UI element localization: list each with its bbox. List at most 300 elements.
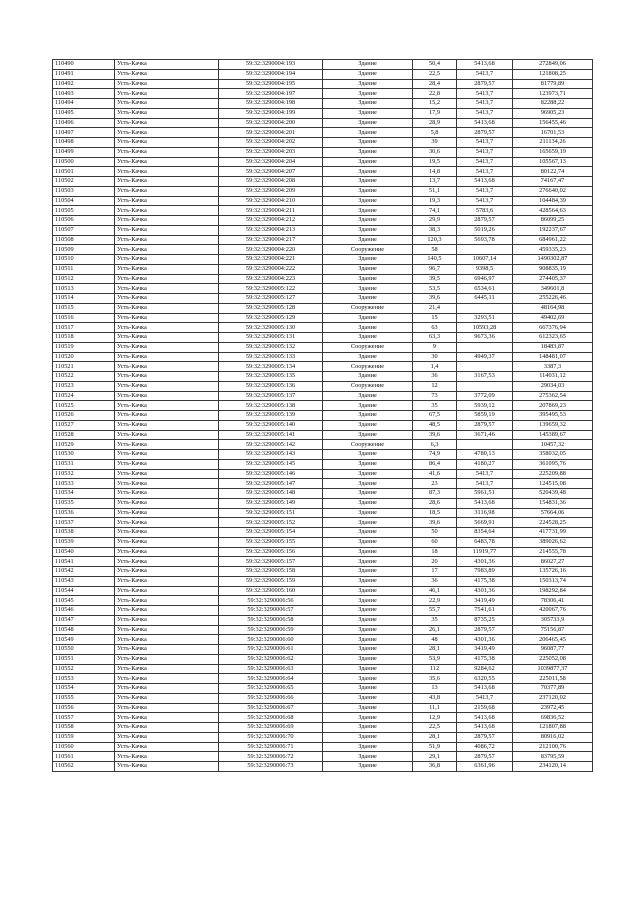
specific-value-cell: 5413,7 (457, 157, 513, 167)
object-type-cell: Здание (323, 489, 413, 499)
object-type-cell: Здание (323, 625, 413, 635)
cadastral-value-cell: 165659,19 (513, 147, 593, 157)
table-row (53, 479, 593, 489)
row-number-cell: 110512 (53, 274, 115, 284)
area-cell: 30 (413, 352, 457, 362)
specific-value-cell: 6445,11 (457, 294, 513, 304)
locality-cell: Усть-Качка (115, 557, 219, 567)
row-number-cell: 110527 (53, 420, 115, 430)
area-cell: 35,6 (413, 674, 457, 684)
area-cell: 73 (413, 391, 457, 401)
locality-cell: Усть-Качка (115, 664, 219, 674)
table-row (53, 420, 593, 430)
cadastral-number-cell: 59:32:3290006:60 (219, 635, 323, 645)
locality-cell: Усть-Качка (115, 498, 219, 508)
locality-cell: Усть-Качка (115, 732, 219, 742)
locality-cell: Усть-Качка (115, 674, 219, 684)
object-type-cell: Здание (323, 713, 413, 723)
table-row (53, 401, 593, 411)
cadastral-number-cell: 59:32:3290006:69 (219, 723, 323, 733)
table-row (53, 381, 593, 391)
locality-cell: Усть-Качка (115, 489, 219, 499)
locality-cell: Усть-Качка (115, 255, 219, 265)
cadastral-number-cell: 59:32:3290006:59 (219, 625, 323, 635)
row-number-cell: 110515 (53, 303, 115, 313)
locality-cell: Усть-Качка (115, 752, 219, 762)
table-row (53, 69, 593, 79)
area-cell: 112 (413, 664, 457, 674)
specific-value-cell: 9673,36 (457, 333, 513, 343)
object-type-cell: Здание (323, 450, 413, 460)
row-number-cell: 110550 (53, 645, 115, 655)
cadastral-number-cell: 59:32:3290004:202 (219, 138, 323, 148)
object-type-cell: Здание (323, 138, 413, 148)
table-row (53, 723, 593, 733)
cadastral-number-cell: 59:32:3290005:158 (219, 567, 323, 577)
cadastral-value-cell: 154831,36 (513, 498, 593, 508)
area-cell: 48,5 (413, 420, 457, 430)
specific-value-cell: 4780,13 (457, 450, 513, 460)
cadastral-value-cell: 105567,13 (513, 157, 593, 167)
cadastral-number-cell: 59:32:3290005:136 (219, 381, 323, 391)
row-number-cell: 110502 (53, 177, 115, 187)
specific-value-cell: 4301,36 (457, 586, 513, 596)
cadastral-number-cell: 59:32:3290006:58 (219, 615, 323, 625)
cadastral-number-cell: 59:32:3290004:195 (219, 79, 323, 89)
object-type-cell: Здание (323, 372, 413, 382)
locality-cell: Усть-Качка (115, 99, 219, 109)
cadastral-value-cell: 48164,98 (513, 303, 593, 313)
table-row (53, 167, 593, 177)
locality-cell: Усть-Качка (115, 284, 219, 294)
table-row (53, 313, 593, 323)
cadastral-number-cell: 59:32:3290004:204 (219, 157, 323, 167)
specific-value-cell: 2879,57 (457, 216, 513, 226)
row-number-cell: 110543 (53, 576, 115, 586)
object-type-cell: Здание (323, 352, 413, 362)
locality-cell: Усть-Качка (115, 352, 219, 362)
area-cell: 22,5 (413, 723, 457, 733)
row-number-cell: 110547 (53, 615, 115, 625)
row-number-cell: 110554 (53, 684, 115, 694)
specific-value-cell: 5413,68 (457, 118, 513, 128)
specific-value-cell: 5413,7 (457, 479, 513, 489)
locality-cell: Усть-Качка (115, 411, 219, 421)
locality-cell: Усть-Качка (115, 459, 219, 469)
row-number-cell: 110560 (53, 742, 115, 752)
cadastral-value-cell: 207869,23 (513, 401, 593, 411)
locality-cell: Усть-Качка (115, 469, 219, 479)
table-row (53, 567, 593, 577)
cadastral-value-cell: 121807,88 (513, 723, 593, 733)
cadastral-value-cell: 80122,74 (513, 167, 593, 177)
row-number-cell: 110509 (53, 245, 115, 255)
table-row (53, 547, 593, 557)
specific-value-cell (457, 303, 513, 313)
area-cell: 14,8 (413, 167, 457, 177)
cadastral-value-cell: 57664,06 (513, 508, 593, 518)
row-number-cell: 110541 (53, 557, 115, 567)
table-row (53, 303, 593, 313)
table-row (53, 118, 593, 128)
cadastral-value-cell: 198292,84 (513, 586, 593, 596)
row-number-cell: 110510 (53, 255, 115, 265)
specific-value-cell: 8354,64 (457, 528, 513, 538)
area-cell: 36 (413, 576, 457, 586)
object-type-cell: Здание (323, 742, 413, 752)
locality-cell: Усть-Качка (115, 274, 219, 284)
area-cell: 12 (413, 381, 457, 391)
cadastral-value-cell: 150313,74 (513, 576, 593, 586)
cadastral-value-cell: 225209,88 (513, 469, 593, 479)
specific-value-cell: 3419,49 (457, 596, 513, 606)
cadastral-value-cell: 274405,37 (513, 274, 593, 284)
specific-value-cell: 4086,72 (457, 742, 513, 752)
object-type-cell: Здание (323, 69, 413, 79)
row-number-cell: 110562 (53, 762, 115, 772)
table-row (53, 430, 593, 440)
locality-cell: Усть-Качка (115, 615, 219, 625)
row-number-cell: 110505 (53, 206, 115, 216)
locality-cell: Усть-Качка (115, 479, 219, 489)
row-number-cell: 110500 (53, 157, 115, 167)
row-number-cell: 110517 (53, 323, 115, 333)
locality-cell: Усть-Качка (115, 313, 219, 323)
object-type-cell: Здание (323, 586, 413, 596)
area-cell: 22,8 (413, 89, 457, 99)
object-type-cell: Здание (323, 508, 413, 518)
locality-cell: Усть-Качка (115, 128, 219, 138)
cadastral-number-cell: 59:32:3290004:194 (219, 69, 323, 79)
row-number-cell: 110494 (53, 99, 115, 109)
specific-value-cell: 4301,36 (457, 635, 513, 645)
locality-cell: Усть-Качка (115, 157, 219, 167)
row-number-cell: 110537 (53, 518, 115, 528)
area-cell: 21,4 (413, 303, 457, 313)
specific-value-cell: 5961,51 (457, 489, 513, 499)
table-row (53, 186, 593, 196)
row-number-cell: 110551 (53, 654, 115, 664)
cadastral-value-cell: 612323,65 (513, 333, 593, 343)
table-row (53, 537, 593, 547)
object-type-cell: Здание (323, 255, 413, 265)
table-row (53, 489, 593, 499)
locality-cell: Усть-Качка (115, 108, 219, 118)
table-row (53, 713, 593, 723)
object-type-cell: Здание (323, 752, 413, 762)
object-type-cell: Здание (323, 157, 413, 167)
table-row (53, 89, 593, 99)
row-number-cell: 110529 (53, 440, 115, 450)
locality-cell: Усть-Качка (115, 401, 219, 411)
specific-value-cell (457, 245, 513, 255)
locality-cell: Усть-Качка (115, 713, 219, 723)
area-cell: 35 (413, 401, 457, 411)
locality-cell: Усть-Качка (115, 450, 219, 460)
cadastral-value-cell: 206465,45 (513, 635, 593, 645)
cadastral-number-cell: 59:32:3290005:128 (219, 303, 323, 313)
area-cell: 18 (413, 547, 457, 557)
area-cell: 74,9 (413, 450, 457, 460)
area-cell: 15,2 (413, 99, 457, 109)
table-row (53, 684, 593, 694)
cadastral-number-cell: 59:32:3290004:220 (219, 245, 323, 255)
row-number-cell: 110497 (53, 128, 115, 138)
specific-value-cell: 3293,51 (457, 313, 513, 323)
specific-value-cell: 5413,68 (457, 498, 513, 508)
cadastral-value-cell: 86027,27 (513, 557, 593, 567)
specific-value-cell: 9284,62 (457, 664, 513, 674)
specific-value-cell: 7541,61 (457, 606, 513, 616)
cadastral-value-cell: 10457,32 (513, 440, 593, 450)
object-type-cell: Здание (323, 420, 413, 430)
cadastral-number-cell: 59:32:3290005:160 (219, 586, 323, 596)
row-number-cell: 110513 (53, 284, 115, 294)
object-type-cell: Здание (323, 79, 413, 89)
locality-cell: Усть-Качка (115, 518, 219, 528)
object-type-cell: Здание (323, 537, 413, 547)
locality-cell: Усть-Качка (115, 391, 219, 401)
table-row (53, 576, 593, 586)
locality-cell: Усть-Качка (115, 206, 219, 216)
cadastral-value-cell: 18483,87 (513, 342, 593, 352)
table-row (53, 732, 593, 742)
cadastral-number-cell: 59:32:3290004:217 (219, 235, 323, 245)
locality-cell: Усть-Качка (115, 528, 219, 538)
area-cell: 29,9 (413, 216, 457, 226)
cadastral-number-cell: 59:32:3290004:198 (219, 99, 323, 109)
row-number-cell: 110557 (53, 713, 115, 723)
object-type-cell: Здание (323, 723, 413, 733)
specific-value-cell: 2879,57 (457, 420, 513, 430)
object-type-cell: Здание (323, 684, 413, 694)
table-row (53, 596, 593, 606)
object-type-cell: Здание (323, 89, 413, 99)
cadastral-value-cell: 192237,67 (513, 225, 593, 235)
cadastral-number-cell: 59:32:3290006:64 (219, 674, 323, 684)
object-type-cell: Здание (323, 401, 413, 411)
cadastral-number-cell: 59:32:3290006:68 (219, 713, 323, 723)
table-row (53, 635, 593, 645)
area-cell: 19,3 (413, 196, 457, 206)
cadastral-number-cell: 59:32:3290005:154 (219, 528, 323, 538)
cadastral-value-cell: 214555,78 (513, 547, 593, 557)
cadastral-value-cell: 145389,67 (513, 430, 593, 440)
row-number-cell: 110495 (53, 108, 115, 118)
area-cell: 50 (413, 528, 457, 538)
object-type-cell: Здание (323, 225, 413, 235)
cadastral-value-cell: 305733,9 (513, 615, 593, 625)
area-cell: 20 (413, 557, 457, 567)
area-cell: 13 (413, 684, 457, 694)
table-row (53, 411, 593, 421)
specific-value-cell: 5413,68 (457, 723, 513, 733)
area-cell: 67,5 (413, 411, 457, 421)
row-number-cell: 110496 (53, 118, 115, 128)
specific-value-cell: 2159,68 (457, 703, 513, 713)
table-row (53, 216, 593, 226)
table-row (53, 654, 593, 664)
area-cell: 28,9 (413, 118, 457, 128)
cadastral-number-cell: 59:32:3290005:129 (219, 313, 323, 323)
cadastral-value-cell: 156455,46 (513, 118, 593, 128)
locality-cell: Усть-Качка (115, 654, 219, 664)
row-number-cell: 110504 (53, 196, 115, 206)
specific-value-cell: 8735,25 (457, 615, 513, 625)
table-row (53, 508, 593, 518)
locality-cell: Усть-Качка (115, 703, 219, 713)
area-cell: 140,5 (413, 255, 457, 265)
specific-value-cell: 3772,09 (457, 391, 513, 401)
cadastral-value-cell: 16701,53 (513, 128, 593, 138)
specific-value-cell: 5413,7 (457, 99, 513, 109)
cadastral-value-cell: 139659,32 (513, 420, 593, 430)
table-row (53, 391, 593, 401)
locality-cell: Усть-Качка (115, 606, 219, 616)
locality-cell: Усть-Качка (115, 372, 219, 382)
specific-value-cell: 5413,7 (457, 108, 513, 118)
table-row (53, 235, 593, 245)
table-row (53, 664, 593, 674)
table-row (53, 586, 593, 596)
object-type-cell: Здание (323, 615, 413, 625)
cadastral-value-cell: 908835,19 (513, 264, 593, 274)
cadastral-value-cell: 1490302,87 (513, 255, 593, 265)
table-row (53, 469, 593, 479)
cadastral-number-cell: 59:32:3290004:210 (219, 196, 323, 206)
cadastral-value-cell: 1039877,37 (513, 664, 593, 674)
object-type-cell: Сооружение (323, 245, 413, 255)
row-number-cell: 110518 (53, 333, 115, 343)
specific-value-cell: 5413,7 (457, 69, 513, 79)
locality-cell: Усть-Качка (115, 138, 219, 148)
object-type-cell: Здание (323, 645, 413, 655)
cadastral-value-cell: 389026,62 (513, 537, 593, 547)
cadastral-value-cell: 361095,76 (513, 459, 593, 469)
cadastral-value-cell: 82288,22 (513, 99, 593, 109)
table-row (53, 459, 593, 469)
specific-value-cell: 5413,7 (457, 138, 513, 148)
object-type-cell: Здание (323, 391, 413, 401)
object-type-cell: Здание (323, 323, 413, 333)
table-row (53, 79, 593, 89)
area-cell: 5,8 (413, 128, 457, 138)
locality-cell: Усть-Качка (115, 264, 219, 274)
specific-value-cell: 5693,78 (457, 235, 513, 245)
object-type-cell: Здание (323, 762, 413, 772)
cadastral-value-cell: 83795,59 (513, 752, 593, 762)
row-number-cell: 110538 (53, 528, 115, 538)
cadastral-value-cell: 395495,53 (513, 411, 593, 421)
area-cell: 22,5 (413, 69, 457, 79)
cadastral-number-cell: 59:32:3290005:130 (219, 323, 323, 333)
specific-value-cell: 3419,49 (457, 645, 513, 655)
specific-value-cell: 5413,7 (457, 196, 513, 206)
row-number-cell: 110519 (53, 342, 115, 352)
locality-cell: Усть-Качка (115, 723, 219, 733)
area-cell: 74,1 (413, 206, 457, 216)
row-number-cell: 110491 (53, 69, 115, 79)
cadastral-number-cell: 59:32:3290004:211 (219, 206, 323, 216)
specific-value-cell: 3116,98 (457, 508, 513, 518)
table-row (53, 60, 593, 70)
cadastral-number-cell: 59:32:3290005:141 (219, 430, 323, 440)
area-cell: 60 (413, 537, 457, 547)
object-type-cell: Здание (323, 177, 413, 187)
object-type-cell: Сооружение (323, 362, 413, 372)
row-number-cell: 110507 (53, 225, 115, 235)
specific-value-cell: 10607,14 (457, 255, 513, 265)
row-number-cell: 110534 (53, 489, 115, 499)
cadastral-value-cell: 3387,3 (513, 362, 593, 372)
specific-value-cell: 5859,19 (457, 411, 513, 421)
object-type-cell: Здание (323, 664, 413, 674)
specific-value-cell: 6534,61 (457, 284, 513, 294)
cadastral-number-cell: 59:32:3290004:221 (219, 255, 323, 265)
row-number-cell: 110539 (53, 537, 115, 547)
cadastral-number-cell: 59:32:3290004:193 (219, 60, 323, 70)
specific-value-cell (457, 381, 513, 391)
specific-value-cell: 5413,7 (457, 186, 513, 196)
cadastral-number-cell: 59:32:3290004:200 (219, 118, 323, 128)
table-row (53, 528, 593, 538)
row-number-cell: 110499 (53, 147, 115, 157)
object-type-cell: Здание (323, 206, 413, 216)
cadastral-value-cell: 75156,87 (513, 625, 593, 635)
area-cell: 46,1 (413, 586, 457, 596)
object-type-cell: Здание (323, 186, 413, 196)
row-number-cell: 110498 (53, 138, 115, 148)
row-number-cell: 110506 (53, 216, 115, 226)
cadastral-number-cell: 59:32:3290005:133 (219, 352, 323, 362)
area-cell: 28,4 (413, 79, 457, 89)
area-cell: 120,3 (413, 235, 457, 245)
specific-value-cell: 5413,7 (457, 167, 513, 177)
cadastral-value-cell: 211134,26 (513, 138, 593, 148)
cadastral-value-cell: 420067,76 (513, 606, 593, 616)
area-cell: 39,6 (413, 430, 457, 440)
row-number-cell: 110514 (53, 294, 115, 304)
table-row (53, 294, 593, 304)
row-number-cell: 110528 (53, 430, 115, 440)
specific-value-cell: 6483,78 (457, 537, 513, 547)
object-type-cell: Здание (323, 411, 413, 421)
table-row (53, 625, 593, 635)
area-cell: 39,6 (413, 294, 457, 304)
object-type-cell: Здание (323, 635, 413, 645)
area-cell: 51,9 (413, 742, 457, 752)
area-cell: 96,7 (413, 264, 457, 274)
cadastral-number-cell: 59:32:3290006:72 (219, 752, 323, 762)
area-cell: 23 (413, 479, 457, 489)
area-cell: 19,5 (413, 157, 457, 167)
specific-value-cell: 5413,68 (457, 177, 513, 187)
row-number-cell: 110558 (53, 723, 115, 733)
row-number-cell: 110503 (53, 186, 115, 196)
locality-cell: Усть-Качка (115, 635, 219, 645)
object-type-cell: Здание (323, 284, 413, 294)
area-cell: 17 (413, 567, 457, 577)
cadastral-value-cell: 74167,47 (513, 177, 593, 187)
cadastral-value-cell: 428564,63 (513, 206, 593, 216)
object-type-cell: Здание (323, 147, 413, 157)
cadastral-number-cell: 59:32:3290005:157 (219, 557, 323, 567)
row-number-cell: 110492 (53, 79, 115, 89)
object-type-cell: Здание (323, 606, 413, 616)
cadastral-number-cell: 59:32:3290005:156 (219, 547, 323, 557)
specific-value-cell (457, 342, 513, 352)
table-row (53, 606, 593, 616)
